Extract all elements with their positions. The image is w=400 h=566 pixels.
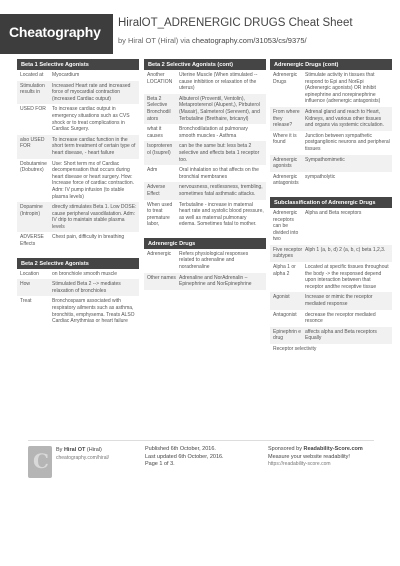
table-row (17, 159, 139, 203)
author-name[interactable]: Hiral OT (63, 447, 86, 453)
row-key: Isoproteren ol (Isuprel) (147, 143, 173, 156)
byline (118, 36, 307, 45)
row-value: Bronchodilatation at pulmonary smooth muscles - Asthma (179, 126, 248, 139)
table-row (144, 94, 266, 124)
footer-divider (28, 440, 374, 441)
row-key: Stimulation results in (20, 82, 45, 96)
row-value: Increase or mimic the receptor mediated response (305, 294, 373, 308)
table-row (270, 172, 392, 189)
table-row (17, 81, 139, 105)
publish-info (145, 446, 224, 469)
table-row (144, 70, 266, 94)
row-key: also USED FOR (20, 136, 45, 150)
sponsor-link[interactable]: https://readability-score.com (268, 461, 331, 467)
row-value: affects alpha and Beta receptors Equally (305, 328, 377, 342)
row-key: Dobutamine (Dobutrex) (20, 160, 47, 174)
author-avatar[interactable] (28, 446, 52, 478)
row-key: Where it is found (273, 132, 297, 146)
row-key: Adrenergic agonists (273, 156, 298, 170)
row-value: nervousness, restlessness, trembling, sometimes fatal asthmatic attacks. (179, 184, 263, 197)
table-row (270, 344, 392, 355)
row-key: Antagonist (273, 311, 297, 318)
table-row (144, 200, 266, 230)
table-row (270, 245, 392, 262)
author-prefix: By (56, 447, 64, 453)
row-key: Alpha 1 or alpha 2 (273, 264, 296, 277)
table-row (144, 273, 266, 290)
row-key: Another LOCATION (147, 72, 173, 85)
row-value: Terbutaline - increase in maternal heart rate and systolic blood pressure, as well as maternal pulmonary edema. Sometimes fatal to mother. (179, 201, 264, 228)
rows (144, 249, 266, 290)
sponsor-info (268, 446, 363, 469)
section-adrenergic-drugs-cont (270, 59, 392, 189)
row-value: sympatholytic (305, 173, 336, 180)
row-value: Refers physiological responses related to adrenaline and noradrenaline (179, 250, 249, 271)
table-row (270, 107, 392, 131)
row-key: Dopamine (Intropin) (20, 204, 43, 217)
row-value: Stimulate activity in tissues that respond to Epi and NorEpi (Adrenergic agonists) OR inhibit epinephrine and norepinephrine influence (adrenergic antagonists) (305, 72, 381, 105)
table-row (17, 135, 139, 159)
row-key: Adrenergic receptors can be divided into two (273, 209, 299, 243)
section-adrenergic-drugs (144, 238, 266, 290)
author-suffix: (Hiral) (85, 447, 102, 453)
page-number: Page 1 of 3. (145, 461, 175, 467)
table-row (270, 310, 392, 327)
cheatography-c-icon: C (33, 449, 49, 473)
logo-text: Cheatography (9, 24, 101, 40)
section-title: Beta 2 Selective Agonists (17, 258, 139, 269)
table-row (144, 124, 266, 141)
row-key: Epinephrin e drug (273, 328, 302, 342)
row-key: USED FOR (20, 106, 46, 113)
row-key: Five receptor subtypes (273, 246, 303, 260)
table-row (270, 262, 392, 292)
author-line (56, 446, 109, 454)
row-value: Chest pain, difficulty in breathing (52, 234, 125, 241)
table-row (17, 104, 139, 134)
row-value: Alph 1 (a, b, d) 2 (a, b, c) beta 1,2,3. (305, 246, 386, 253)
rows (17, 70, 139, 250)
row-value: Oral inhalation so that affects on the bronchial membranes (179, 167, 259, 180)
row-value: decrease the receptor mediated resonce (305, 311, 376, 325)
column-1 (17, 59, 139, 335)
row-key: Agonist (273, 294, 290, 301)
row-key: Beta 2 Selective Bronchodil ators (147, 95, 171, 122)
row-value: To increase cardiac output in emergency situations such as CVS shock or to treat complications in Cardiac Surgery. (52, 106, 130, 133)
section-title: Adrenergic Drugs (cont) (270, 59, 392, 70)
row-value: Adrenaline and NorAdrenalin – Epinephrine and NorEpinephrine (179, 274, 252, 288)
table-row (144, 165, 266, 182)
rows (144, 70, 266, 230)
section-title: Adrenergic Drugs (144, 238, 266, 249)
page-title: HiralOT_ADRENERGIC DRUGS Cheat Sheet (118, 17, 353, 29)
section-subclassification (270, 197, 392, 355)
table-row (17, 296, 139, 326)
rows (270, 208, 392, 355)
table-row (17, 70, 139, 81)
table-row (17, 232, 139, 249)
sponsor-name[interactable]: Readability-Score.com (303, 446, 363, 452)
row-value: Uterine Muscle (When stimulated --cause inhibition or relaxation of the uterus) (179, 72, 258, 92)
row-value: can be the same but: less beta 2 selective and effects beta 1 receptor too. (179, 143, 260, 163)
table-row (270, 327, 392, 344)
row-value: Adrenal gland and reach to Heart, Kidneys, and various other tissues and organs via systemic circulation. (305, 108, 384, 129)
row-key: From where they release? (273, 108, 300, 129)
row-value: To increase cardiac function in the short term treatment of certain type of heart disease, - heart failure (52, 136, 136, 156)
page-footer (0, 440, 400, 566)
published-date: Published 6th October, 2016. (145, 446, 216, 452)
page-header (0, 0, 400, 68)
sponsor-line (268, 446, 363, 454)
row-key: Adrenergic (147, 250, 172, 257)
row-value: Myocardium (52, 72, 80, 78)
byline-link[interactable]: cheatography.com/31053/cs/9375/ (192, 36, 307, 45)
table-row (17, 279, 139, 296)
author-link[interactable]: cheatography.com/hiral/ (56, 455, 109, 461)
sponsor-text: Measure your website readability! (268, 453, 350, 460)
table-row (270, 131, 392, 155)
section-title: Beta 2 Selective Agonists (cont) (144, 59, 266, 70)
section-beta2-agonists (17, 258, 139, 327)
table-row (144, 182, 266, 199)
row-value: Use: Short term mx of Cardiac decompensation that occurs during heart disease or heart surgery. How: Increase force of cardiac contraction. Adm: IV pump infusion (to stable plasma levels) (52, 160, 134, 200)
row-value: Sympathomimetic (305, 156, 345, 163)
section-title: Beta 1 Selective Agonists (17, 59, 139, 70)
row-key: Adrenergic Drugs (273, 72, 298, 85)
row-key: When used to treat premature labor, (147, 201, 173, 228)
row-value: Alpha and Beta receptors (305, 209, 362, 216)
rows (17, 269, 139, 327)
section-title: Subclassification of Adrenergic Drugs (270, 197, 392, 208)
section-beta2-agonists-cont (144, 59, 266, 230)
table-row (270, 70, 392, 107)
row-key: How (20, 281, 31, 288)
table-row (17, 202, 139, 232)
row-value: Bronchospasm associated with respiratory ailments such as asthma, bronchitis, emphysema. Treats ALSO Cardiac Arrythmias or heart failure (52, 298, 135, 325)
byline-prefix: by Hiral OT (Hiral) via (118, 36, 193, 45)
column-2 (144, 59, 266, 298)
row-value: Albuterol (Proventil, Ventolin), Metaproterenol (Alupent,), Pirbuterol (Maxair), Salmeterol (Serevent), and Terbutaline (Brethaire, bricanyl) (179, 95, 260, 122)
table-row (270, 155, 392, 172)
row-key: Adrenergic antagonists (273, 173, 299, 187)
author-info (56, 446, 109, 462)
row-key: Adm (147, 167, 158, 174)
table-row (144, 141, 266, 165)
row-key: Located at (20, 72, 44, 78)
column-3 (270, 59, 392, 363)
row-key: what it causes (147, 126, 163, 139)
row-key: Adverse Effect (147, 184, 166, 197)
cheatography-logo[interactable] (0, 14, 113, 54)
row-value: Increased Heart rate and increased force of myocardial contraction (increased Cardiac output) (52, 82, 131, 102)
updated-date: Last updated 6th October, 2016. (145, 453, 224, 460)
row-key: Other names (147, 274, 176, 281)
row-key: Treat (20, 298, 32, 305)
row-value: Stimulated Beta 2 --> mediates relaxation of bronchioles (52, 281, 121, 294)
table-row (270, 208, 392, 245)
table-row (144, 249, 266, 273)
row-value: Junction between sympathetic postganglionic neurons and peripheral tissues (305, 132, 390, 152)
sponsor-prefix: Sponsored by (268, 446, 304, 452)
row-value: Receptor selectivity (273, 346, 317, 352)
row-key: Location (20, 270, 39, 277)
section-beta1-agonists (17, 59, 139, 250)
rows (270, 70, 392, 189)
content-columns (6, 59, 394, 409)
row-key: ADVERSE Effects (20, 234, 44, 248)
row-value: directly stimulates Beta 1. Low DOSE: cause peripheral vasodilatation. Adm: IV drip to maintain stable plasma levels (52, 204, 137, 230)
table-row (270, 292, 392, 309)
row-value: Located at specific tissues throughout the body -> the responsed depend upon interaction between that receptor andthe receptive tissue (305, 264, 389, 290)
row-value: on bronchiole smooth muscle (52, 270, 118, 277)
table-row (17, 269, 139, 280)
